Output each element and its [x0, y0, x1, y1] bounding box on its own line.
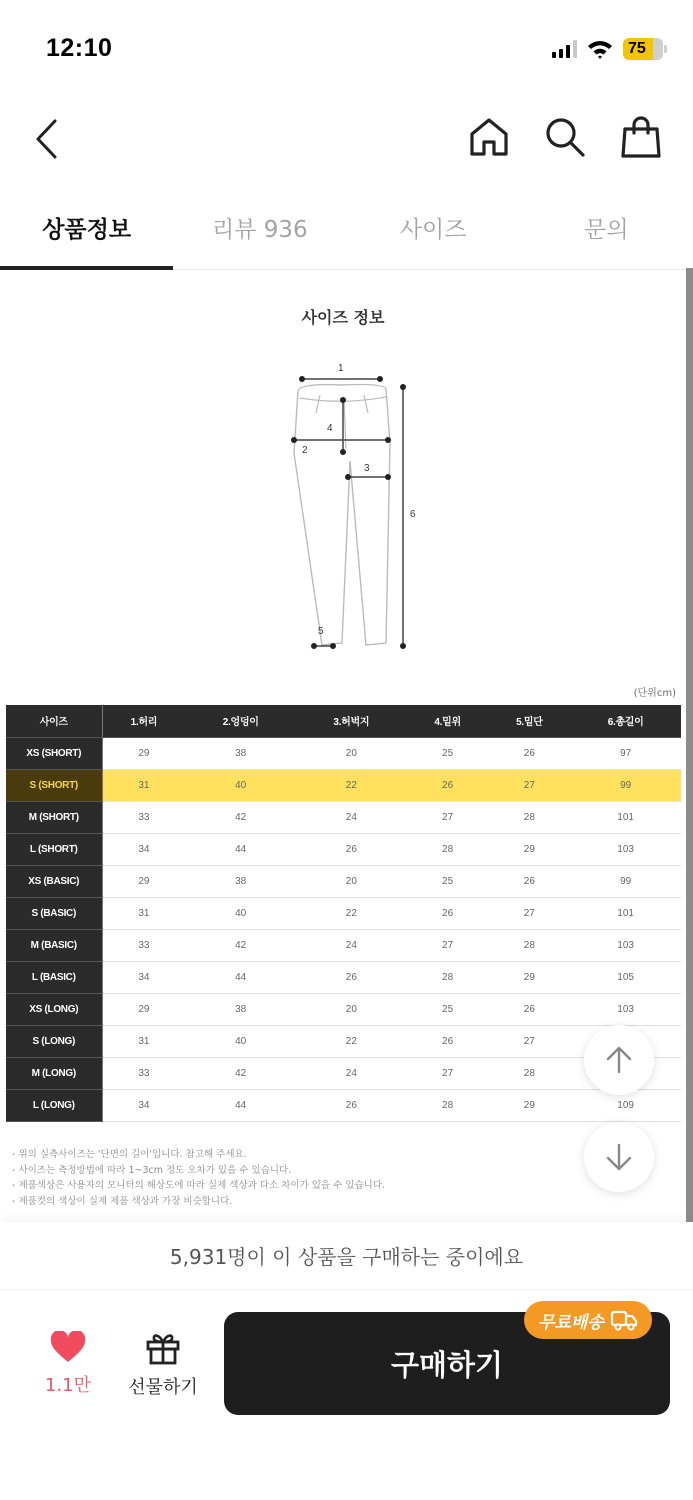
table-cell: 24 [296, 929, 407, 961]
note-line: - 제품컷의 색상이 실제 제품 색상과 가장 비슷합니다. [12, 1195, 233, 1207]
table-cell: 26 [407, 1025, 489, 1057]
purchase-bar [0, 1291, 693, 1500]
battery-level: 75 [623, 38, 663, 60]
table-cell: 40 [185, 769, 296, 801]
size-label: S (BASIC) [6, 897, 102, 929]
tab-reviews[interactable]: 리뷰 936 [212, 217, 308, 243]
like-count: 1.1만 [44, 1375, 91, 1396]
shopping-bag-icon [621, 115, 661, 159]
table-row [6, 961, 681, 993]
free-shipping-label: 무료배송 [538, 1312, 604, 1333]
column-header: 6.총길이 [570, 705, 681, 737]
table-cell: 25 [407, 993, 489, 1025]
table-cell: 28 [407, 833, 489, 865]
cart-button[interactable] [619, 115, 663, 159]
table-cell: 38 [185, 865, 296, 897]
table-cell: 26 [488, 993, 570, 1025]
size-label: L (SHORT) [6, 833, 102, 865]
table-header-row [6, 705, 681, 737]
table-cell: 28 [407, 961, 489, 993]
table-cell: 20 [296, 993, 407, 1025]
truck-icon [610, 1309, 638, 1331]
home-icon [468, 116, 510, 158]
table-cell: 105 [570, 961, 681, 993]
table-cell: 33 [102, 929, 185, 961]
table-cell: 26 [296, 833, 407, 865]
table-row [6, 833, 681, 865]
search-icon [544, 116, 586, 158]
table-cell: 26 [488, 865, 570, 897]
table-row [6, 1057, 681, 1089]
table-cell: 42 [185, 929, 296, 961]
column-header: 5.밑단 [488, 705, 570, 737]
table-cell: 28 [488, 801, 570, 833]
column-header: 2.엉덩이 [185, 705, 296, 737]
wifi-icon [587, 39, 613, 59]
size-label: M (BASIC) [6, 929, 102, 961]
table-cell: 101 [570, 801, 681, 833]
svg-text:5: 5 [318, 626, 324, 637]
size-label: S (SHORT) [6, 769, 102, 801]
table-cell: 26 [407, 897, 489, 929]
status-bar [0, 0, 693, 100]
status-time: 12:10 [46, 34, 113, 62]
table-row [6, 1089, 681, 1121]
table-cell: 44 [185, 961, 296, 993]
tab-product-info[interactable]: 상품정보 [0, 195, 173, 269]
table-cell: 27 [407, 1057, 489, 1089]
table-cell: 109 [570, 1089, 681, 1121]
table-cell: 26 [296, 961, 407, 993]
table-cell: 27 [488, 769, 570, 801]
table-row [6, 929, 681, 961]
table-cell: 24 [296, 1057, 407, 1089]
table-row [6, 897, 681, 929]
tab-size[interactable]: 사이즈 [399, 217, 467, 243]
tab-inquiry[interactable]: 문의 [584, 217, 629, 243]
table-cell: 42 [185, 801, 296, 833]
table-cell: 20 [296, 865, 407, 897]
table-cell: 29 [488, 1089, 570, 1121]
table-cell: 29 [102, 993, 185, 1025]
size-table [6, 705, 681, 1122]
heart-icon [50, 1331, 86, 1363]
back-icon [33, 117, 59, 161]
table-cell: 25 [407, 865, 489, 897]
size-label: L (LONG) [6, 1089, 102, 1121]
table-cell: 22 [296, 1025, 407, 1057]
table-cell: 101 [570, 897, 681, 929]
battery-icon [623, 38, 667, 60]
note-line: - 위의 실측사이즈는 '단면의 길이'입니다. 참고해 주세요. [12, 1149, 247, 1160]
gift-button[interactable] [118, 1331, 208, 1399]
search-button[interactable] [543, 115, 587, 159]
table-cell: 29 [488, 833, 570, 865]
table-cell: 24 [296, 801, 407, 833]
table-cell: 42 [185, 1057, 296, 1089]
table-cell: 97 [570, 737, 681, 769]
table-row-highlighted [6, 769, 681, 801]
signal-icon [552, 40, 577, 58]
table-cell: 27 [488, 897, 570, 929]
column-header: 4.밑위 [407, 705, 489, 737]
table-cell: 22 [296, 897, 407, 929]
note-line: - 제품색상은 사용자의 모니터의 해상도에 따라 실제 색상과 다소 차이가 있을 수 있습니다. [12, 1180, 386, 1191]
scroll-up-button[interactable] [584, 1025, 654, 1095]
size-label: XS (BASIC) [6, 865, 102, 897]
table-cell: 40 [185, 897, 296, 929]
column-header: 3.허벅지 [296, 705, 407, 737]
size-label: M (SHORT) [6, 801, 102, 833]
scroll-down-button[interactable] [584, 1122, 654, 1192]
table-cell: 28 [488, 1057, 570, 1089]
column-header: 1.허리 [102, 705, 185, 737]
gift-label: 선물하기 [128, 1377, 198, 1398]
table-cell: 40 [185, 1025, 296, 1057]
table-cell: 28 [488, 929, 570, 961]
table-cell: 38 [185, 737, 296, 769]
size-label: XS (LONG) [6, 993, 102, 1025]
table-cell: 34 [102, 833, 185, 865]
table-cell: 29 [102, 865, 185, 897]
svg-text:4: 4 [327, 423, 333, 434]
status-icons [552, 38, 667, 60]
table-cell: 44 [185, 1089, 296, 1121]
table-cell: 28 [407, 1089, 489, 1121]
product-tabs [0, 195, 693, 270]
size-label: L (BASIC) [6, 961, 102, 993]
table-cell: 34 [102, 1089, 185, 1121]
buy-button[interactable]: 구매하기 [224, 1312, 670, 1415]
table-cell: 99 [570, 865, 681, 897]
column-header: 사이즈 [6, 705, 102, 737]
free-shipping-badge [524, 1301, 652, 1339]
table-cell: 103 [570, 929, 681, 961]
table-cell: 25 [407, 737, 489, 769]
table-cell: 29 [102, 737, 185, 769]
table-cell: 31 [102, 769, 185, 801]
table-cell: 33 [102, 801, 185, 833]
pants-measurement-diagram [280, 353, 430, 653]
table-cell: 34 [102, 961, 185, 993]
size-label: XS (SHORT) [6, 737, 102, 769]
table-cell: 22 [296, 769, 407, 801]
home-button[interactable] [467, 115, 511, 159]
gift-icon [145, 1331, 181, 1365]
table-cell: 44 [185, 833, 296, 865]
table-row [6, 737, 681, 769]
back-button[interactable] [26, 114, 66, 164]
size-label: M (LONG) [6, 1057, 102, 1089]
table-cell: 31 [102, 897, 185, 929]
size-label: S (LONG) [6, 1025, 102, 1057]
table-cell: 27 [407, 801, 489, 833]
table-row [6, 801, 681, 833]
table-cell: 33 [102, 1057, 185, 1089]
arrow-up-icon [605, 1045, 633, 1075]
svg-text:1: 1 [338, 363, 344, 374]
table-cell: 26 [488, 737, 570, 769]
svg-text:6: 6 [410, 509, 416, 520]
table-row [6, 1025, 681, 1057]
table-cell: 27 [488, 1025, 570, 1057]
unit-note: (단위cm) [633, 688, 676, 699]
size-info-title: 사이즈 정보 [301, 308, 385, 327]
table-cell: 26 [296, 1089, 407, 1121]
table-cell: 20 [296, 737, 407, 769]
table-cell: 103 [570, 833, 681, 865]
arrow-down-icon [605, 1142, 633, 1172]
size-notes [12, 1147, 385, 1209]
nav-header [0, 100, 693, 180]
table-cell: 31 [102, 1025, 185, 1057]
table-cell: 103 [570, 993, 681, 1025]
table-row [6, 865, 681, 897]
product-detail-content [0, 271, 686, 1221]
buying-now-banner: 5,931명이 이 상품을 구매하는 중이에요 [0, 1222, 693, 1290]
table-cell: 38 [185, 993, 296, 1025]
svg-text:2: 2 [302, 445, 308, 456]
table-cell: 29 [488, 961, 570, 993]
nav-icons [467, 115, 663, 159]
like-button[interactable] [38, 1331, 98, 1397]
content-scrollbar[interactable] [686, 268, 693, 1223]
table-row [6, 993, 681, 1025]
table-cell: 26 [407, 769, 489, 801]
svg-text:3: 3 [364, 463, 370, 474]
table-cell: 27 [407, 929, 489, 961]
table-cell: 99 [570, 769, 681, 801]
note-line: - 사이즈는 측정방법에 따라 1~3cm 정도 오차가 있을 수 있습니다. [12, 1164, 292, 1176]
